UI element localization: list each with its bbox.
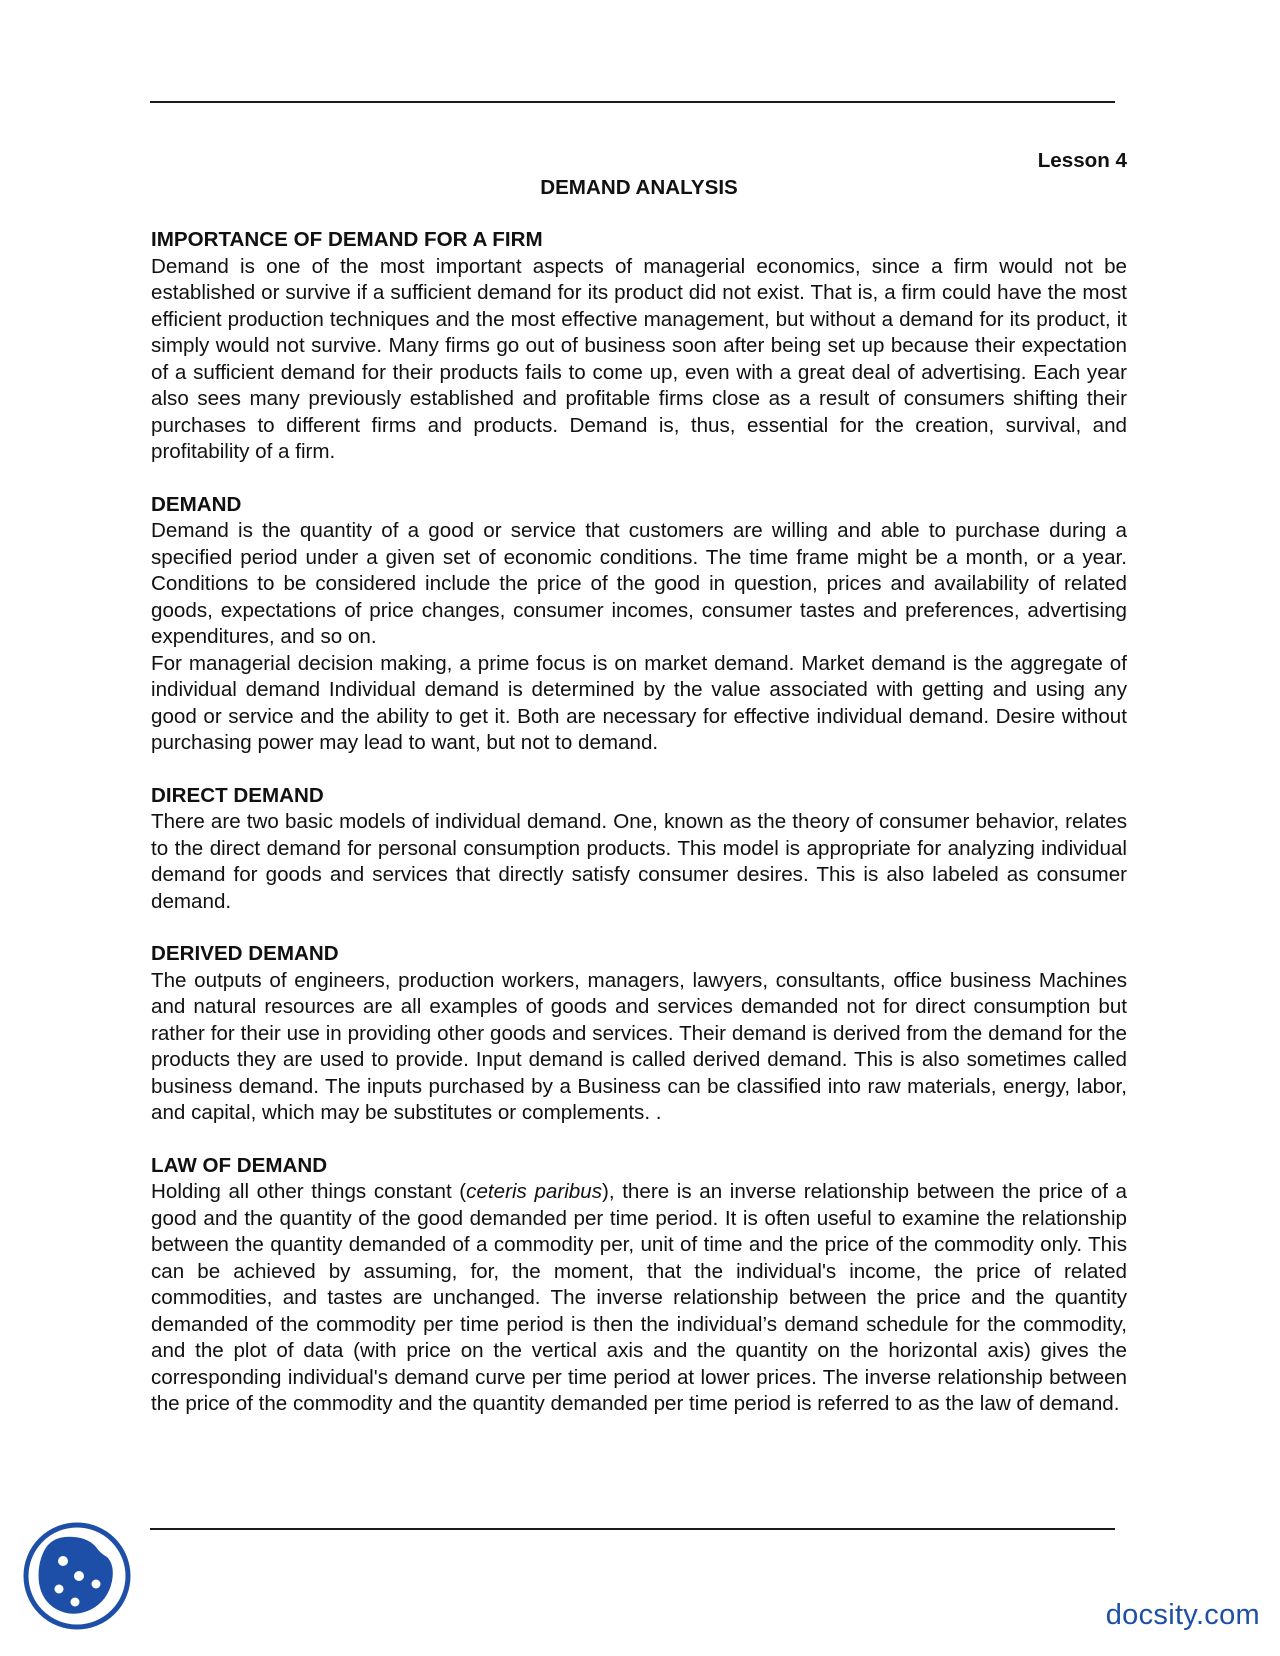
top-rule bbox=[150, 101, 1115, 103]
section-heading: LAW OF DEMAND bbox=[151, 1153, 328, 1177]
section-paragraph: Demand is one of the most important aspects of managerial economics, since a firm would not be established or survive if a sufficient demand for its product did not exist. That is, a firm could have the most efficient production techniques and the most effective management, but without a demand for its product, it simply would not survive. Many firms go out of business soon after being set up because their expectation of a sufficient demand for their products fails to come up, even with a great deal of advertising. Each year also sees many previously established and profitable firms close as a result of consumers shifting their purchases to different firms and products. Demand is, thus, essential for the creation, survival, and profitability of a firm. bbox=[151, 254, 1127, 463]
section-heading: IMPORTANCE OF DEMAND FOR A FIRM bbox=[151, 228, 543, 251]
docsity-logo-icon[interactable] bbox=[22, 1521, 132, 1631]
text-run: Holding all other things constant ( bbox=[151, 1180, 467, 1203]
section-demand bbox=[151, 492, 1127, 757]
section-paragraph: For managerial decision making, a prime focus is on market demand. Market demand is the aggregate of individual demand Individual demand is determined by the value associated with getting and using any good or service and the ability to get it. Both are necessary for effective individual demand. Desire without purchasing power may lead to want, but not to demand. bbox=[151, 651, 1127, 754]
section-heading: DERIVED DEMAND bbox=[151, 942, 339, 965]
text-run: ), there is an inverse relationship between the price of a good and the quantity of the good demanded per time period. It is often useful to examine the relationship between the quantity demanded of a commodity per, unit of time and the price of the commodity only. This can be achieved by assuming, for, the moment, that the individual's income, the price of related commodities, and tastes are unchanged. The inverse relationship between the price and the quantity demanded of the commodity per time period is then the individual’s demand schedule for the commodity, and the plot of data (with price on the vertical axis and the quantity on the horizontal axis) gives the corresponding individual's demand curve per time period at lower prices. The inverse relationship between the price of the commodity and the quantity demanded per time period is referred to as the law of demand. bbox=[151, 1180, 1127, 1415]
section-importance bbox=[151, 227, 1127, 466]
lesson-number: Lesson 4 bbox=[1037, 149, 1127, 172]
section-law-of-demand bbox=[151, 1153, 1127, 1418]
section-heading: DEMAND bbox=[151, 492, 242, 516]
italic-term: ceteris paribus bbox=[466, 1180, 602, 1203]
section-paragraph: The outputs of engineers, production workers, managers, lawyers, consultants, office business Machines and natural resources are all examples of goods and services demanded not for direct consumption but rather for their use in providing other goods and services. Their demand is derived from the demand for the products they are used to provide. Input demand is called derived demand. This is also sometimes called business demand. The inputs purchased by a Business can be classified into raw materials, energy, labor, and capital, which may be substitutes or complements. . bbox=[151, 968, 1127, 1124]
docsity-brand-link[interactable]: docsity.com bbox=[1105, 1599, 1260, 1631]
section-paragraph: Demand is the quantity of a good or service that customers are willing and able to purchase during a specified period under a given set of economic conditions. The time frame might be a month, or a year. Conditions to be considered include the price of the good in question, prices and availability of related goods, expectations of price changes, consumer incomes, consumer tastes and preferences, advertising expenditures, and so on. bbox=[151, 519, 1127, 648]
bottom-rule bbox=[150, 1528, 1115, 1530]
section-derived-demand bbox=[151, 941, 1127, 1127]
section-paragraph bbox=[151, 1179, 1127, 1418]
section-direct-demand bbox=[151, 783, 1127, 916]
section-paragraph: There are two basic models of individual demand. One, known as the theory of consumer behavior, relates to the direct demand for personal consumption products. This model is appropriate for analyzing individual demand for goods and services that directly satisfy consumer desires. This is also labeled as consumer demand. bbox=[151, 810, 1127, 913]
document-body bbox=[151, 148, 1127, 1418]
section-heading: DIRECT DEMAND bbox=[151, 783, 324, 807]
page-title: DEMAND ANALYSIS bbox=[540, 175, 738, 199]
